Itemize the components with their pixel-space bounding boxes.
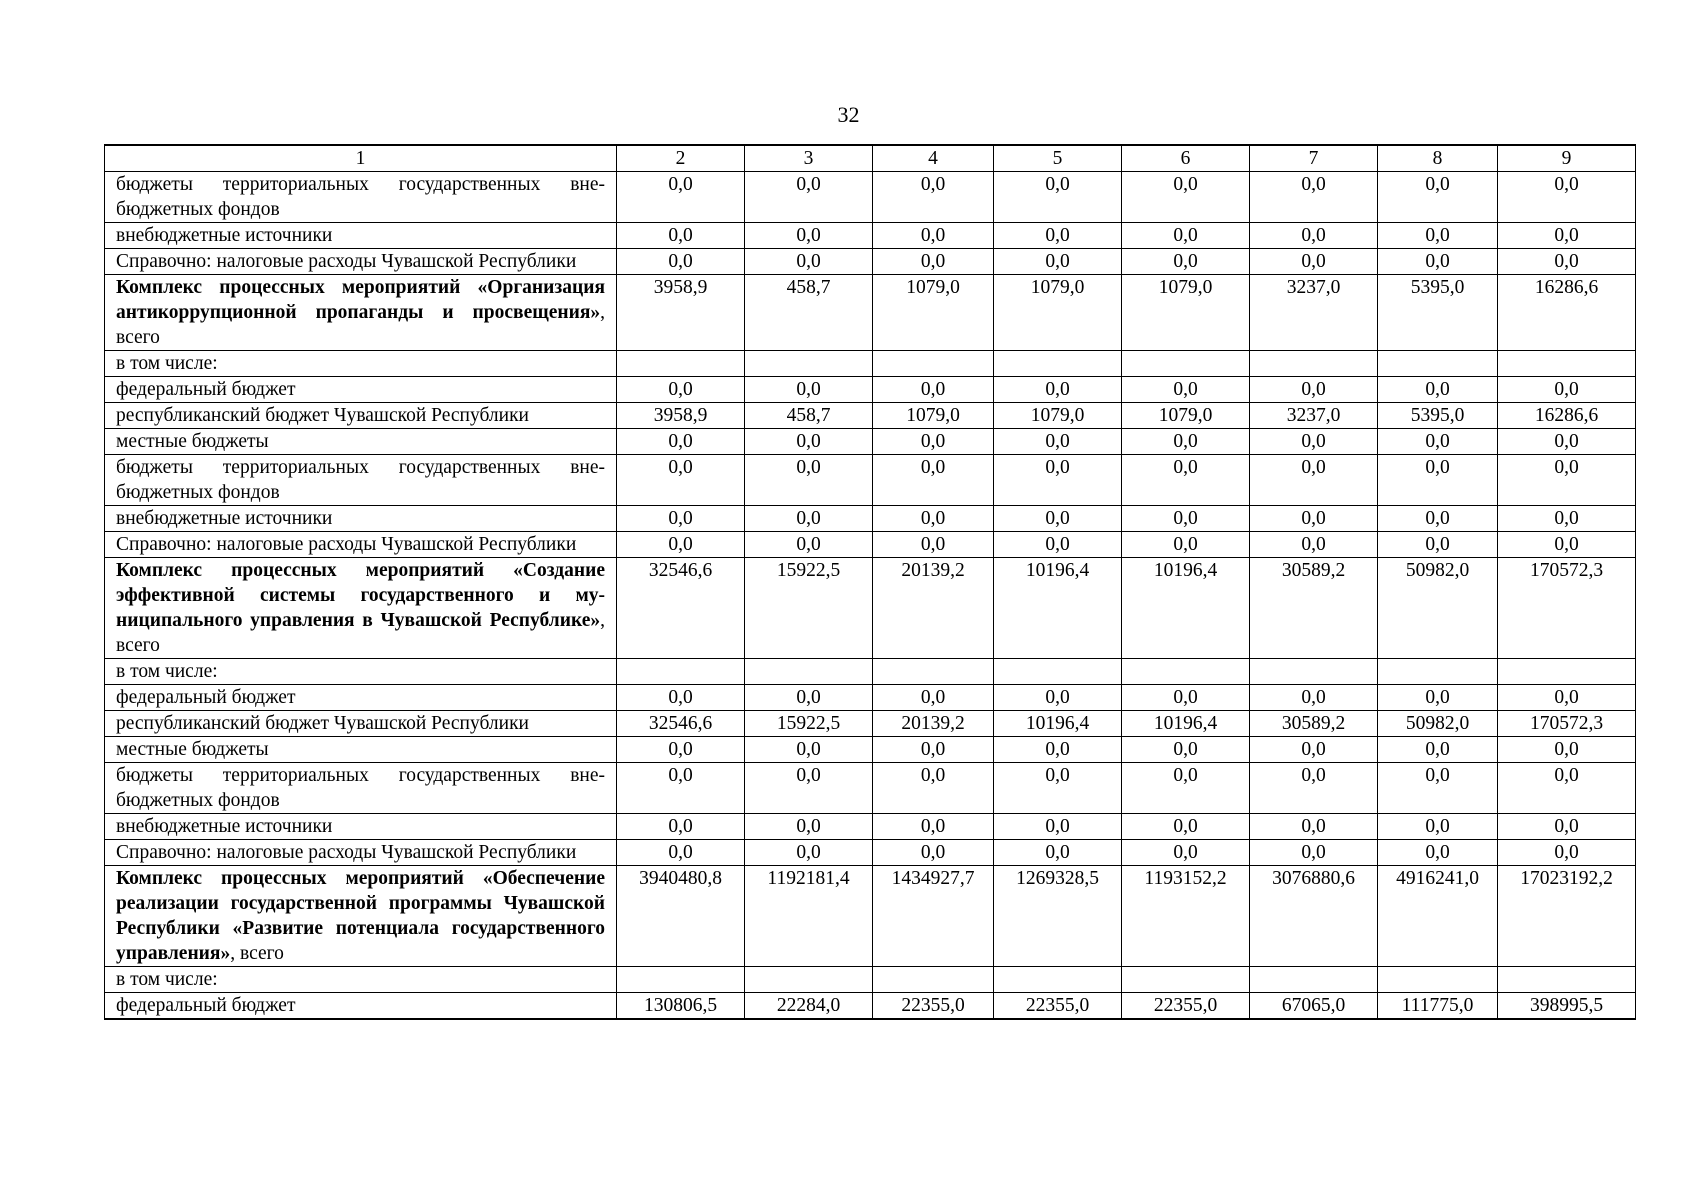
value-cell: 0,0 <box>1250 685 1378 711</box>
value-cell <box>873 659 994 685</box>
value-cell: 0,0 <box>1498 840 1636 866</box>
row-label: местные бюджеты <box>105 429 617 455</box>
value-cell: 67065,0 <box>1250 993 1378 1020</box>
table-row <box>105 351 1636 377</box>
value-cell: 1079,0 <box>873 275 994 351</box>
row-label: в том числе: <box>105 659 617 685</box>
value-cell: 0,0 <box>617 814 745 840</box>
table-row-total <box>105 866 1636 967</box>
value-cell: 10196,4 <box>1122 711 1250 737</box>
value-cell: 1192181,4 <box>745 866 873 967</box>
row-label: внебюджетные источники <box>105 506 617 532</box>
value-cell: 170572,3 <box>1498 711 1636 737</box>
value-cell: 0,0 <box>1498 429 1636 455</box>
column-header: 5 <box>994 145 1122 172</box>
value-cell: 22355,0 <box>873 993 994 1020</box>
value-cell: 50982,0 <box>1378 558 1498 659</box>
value-cell: 0,0 <box>994 532 1122 558</box>
value-cell: 0,0 <box>1122 840 1250 866</box>
value-cell <box>994 351 1122 377</box>
value-cell: 0,0 <box>873 455 994 506</box>
table-row <box>105 685 1636 711</box>
column-header: 9 <box>1498 145 1636 172</box>
value-cell: 0,0 <box>1498 172 1636 223</box>
table-row-total <box>105 275 1636 351</box>
value-cell: 458,7 <box>745 275 873 351</box>
value-cell: 0,0 <box>994 172 1122 223</box>
value-cell <box>617 967 745 993</box>
value-cell: 10196,4 <box>994 558 1122 659</box>
value-cell: 1269328,5 <box>994 866 1122 967</box>
column-header: 1 <box>105 145 617 172</box>
table-row <box>105 737 1636 763</box>
budget-table <box>104 144 1636 1020</box>
value-cell: 0,0 <box>1498 249 1636 275</box>
row-label: федеральный бюджет <box>105 993 617 1020</box>
row-label <box>105 866 617 967</box>
value-cell: 0,0 <box>873 685 994 711</box>
value-cell: 0,0 <box>1378 814 1498 840</box>
value-cell: 22284,0 <box>745 993 873 1020</box>
value-cell: 111775,0 <box>1378 993 1498 1020</box>
value-cell: 0,0 <box>1122 377 1250 403</box>
value-cell: 0,0 <box>1250 532 1378 558</box>
value-cell: 0,0 <box>873 814 994 840</box>
row-label-suffix: , всего <box>230 943 284 964</box>
value-cell: 0,0 <box>873 172 994 223</box>
value-cell: 0,0 <box>1378 172 1498 223</box>
value-cell: 0,0 <box>745 172 873 223</box>
value-cell: 0,0 <box>617 506 745 532</box>
value-cell: 0,0 <box>617 172 745 223</box>
value-cell: 0,0 <box>1250 763 1378 814</box>
row-label-suffix: , всего <box>116 302 605 348</box>
value-cell <box>1122 351 1250 377</box>
value-cell: 0,0 <box>873 223 994 249</box>
row-label: бюджеты территориальных государственных внебюджетных фондов <box>105 172 617 223</box>
value-cell: 0,0 <box>1498 455 1636 506</box>
value-cell: 0,0 <box>617 249 745 275</box>
value-cell: 0,0 <box>745 763 873 814</box>
value-cell: 22355,0 <box>994 993 1122 1020</box>
value-cell: 0,0 <box>1378 455 1498 506</box>
row-label: бюджеты территориальных государственных внебюджетных фондов <box>105 763 617 814</box>
value-cell: 0,0 <box>1378 685 1498 711</box>
value-cell: 3237,0 <box>1250 403 1378 429</box>
table-row <box>105 455 1636 506</box>
value-cell: 0,0 <box>745 814 873 840</box>
value-cell: 3940480,8 <box>617 866 745 967</box>
value-cell <box>617 351 745 377</box>
value-cell <box>873 967 994 993</box>
value-cell: 0,0 <box>1250 737 1378 763</box>
value-cell <box>1122 967 1250 993</box>
row-label: местные бюджеты <box>105 737 617 763</box>
value-cell <box>1498 967 1636 993</box>
row-label: Справочно: налоговые расходы Чувашской Республики <box>105 532 617 558</box>
value-cell: 32546,6 <box>617 558 745 659</box>
column-header: 2 <box>617 145 745 172</box>
value-cell: 0,0 <box>1122 814 1250 840</box>
value-cell: 17023192,2 <box>1498 866 1636 967</box>
value-cell: 0,0 <box>873 840 994 866</box>
value-cell: 3237,0 <box>1250 275 1378 351</box>
table-row <box>105 249 1636 275</box>
table-row <box>105 711 1636 737</box>
value-cell: 0,0 <box>1378 429 1498 455</box>
row-label: бюджеты территориальных государственных внебюджетных фондов <box>105 455 617 506</box>
row-label: внебюджетные источники <box>105 814 617 840</box>
row-label: внебюджетные источники <box>105 223 617 249</box>
value-cell: 0,0 <box>617 532 745 558</box>
value-cell: 0,0 <box>994 506 1122 532</box>
value-cell: 0,0 <box>617 429 745 455</box>
value-cell: 0,0 <box>617 455 745 506</box>
value-cell: 1193152,2 <box>1122 866 1250 967</box>
row-label: в том числе: <box>105 967 617 993</box>
table-row <box>105 377 1636 403</box>
value-cell: 15922,5 <box>745 711 873 737</box>
value-cell: 0,0 <box>1250 249 1378 275</box>
value-cell: 0,0 <box>745 455 873 506</box>
value-cell: 0,0 <box>994 763 1122 814</box>
row-label: федеральный бюджет <box>105 685 617 711</box>
row-label-suffix: , всего <box>116 610 605 656</box>
value-cell: 0,0 <box>994 840 1122 866</box>
value-cell <box>1378 967 1498 993</box>
value-cell: 32546,6 <box>617 711 745 737</box>
table-row <box>105 532 1636 558</box>
value-cell: 0,0 <box>1250 455 1378 506</box>
value-cell: 0,0 <box>1122 506 1250 532</box>
value-cell: 1434927,7 <box>873 866 994 967</box>
table-row-total <box>105 558 1636 659</box>
value-cell <box>873 351 994 377</box>
column-header: 8 <box>1378 145 1498 172</box>
value-cell: 16286,6 <box>1498 275 1636 351</box>
value-cell: 0,0 <box>745 532 873 558</box>
table-row <box>105 172 1636 223</box>
row-label: федеральный бюджет <box>105 377 617 403</box>
row-label-bold: Комплекс процессных мероприятий «Создание эффективной системы государственного и муниципального управления в Чувашской Республике» <box>116 560 605 631</box>
value-cell: 0,0 <box>617 763 745 814</box>
row-label <box>105 275 617 351</box>
value-cell: 0,0 <box>1122 685 1250 711</box>
value-cell: 458,7 <box>745 403 873 429</box>
value-cell: 0,0 <box>873 532 994 558</box>
table-row <box>105 967 1636 993</box>
value-cell: 0,0 <box>994 737 1122 763</box>
value-cell <box>1498 659 1636 685</box>
value-cell <box>1250 967 1378 993</box>
value-cell: 0,0 <box>873 737 994 763</box>
value-cell: 1079,0 <box>1122 403 1250 429</box>
value-cell: 16286,6 <box>1498 403 1636 429</box>
value-cell: 0,0 <box>1250 172 1378 223</box>
value-cell: 0,0 <box>1498 377 1636 403</box>
value-cell: 0,0 <box>617 223 745 249</box>
value-cell: 0,0 <box>745 506 873 532</box>
value-cell: 0,0 <box>1378 506 1498 532</box>
column-header: 4 <box>873 145 994 172</box>
value-cell: 0,0 <box>1122 172 1250 223</box>
table-row <box>105 429 1636 455</box>
value-cell <box>1498 351 1636 377</box>
table-row <box>105 840 1636 866</box>
value-cell: 4916241,0 <box>1378 866 1498 967</box>
value-cell: 0,0 <box>873 763 994 814</box>
table-body <box>105 145 1636 1019</box>
value-cell <box>1250 351 1378 377</box>
value-cell: 0,0 <box>994 223 1122 249</box>
value-cell: 0,0 <box>1378 737 1498 763</box>
value-cell: 0,0 <box>1122 223 1250 249</box>
value-cell: 0,0 <box>1378 763 1498 814</box>
value-cell <box>1378 351 1498 377</box>
value-cell: 0,0 <box>1122 532 1250 558</box>
table-row <box>105 223 1636 249</box>
value-cell: 0,0 <box>1122 763 1250 814</box>
value-cell: 3076880,6 <box>1250 866 1378 967</box>
value-cell: 170572,3 <box>1498 558 1636 659</box>
value-cell: 0,0 <box>1250 377 1378 403</box>
value-cell <box>745 967 873 993</box>
value-cell: 0,0 <box>745 840 873 866</box>
page-number: 32 <box>837 102 860 127</box>
table-row <box>105 814 1636 840</box>
row-label <box>105 558 617 659</box>
value-cell: 0,0 <box>1378 840 1498 866</box>
value-cell: 3958,9 <box>617 275 745 351</box>
value-cell: 0,0 <box>1122 429 1250 455</box>
value-cell: 0,0 <box>1498 737 1636 763</box>
table-row <box>105 403 1636 429</box>
value-cell: 0,0 <box>617 377 745 403</box>
value-cell: 0,0 <box>1498 685 1636 711</box>
column-number-row <box>105 145 1636 172</box>
row-label: республиканский бюджет Чувашской Республики <box>105 403 617 429</box>
value-cell: 0,0 <box>994 377 1122 403</box>
value-cell: 10196,4 <box>1122 558 1250 659</box>
table-row <box>105 659 1636 685</box>
value-cell: 1079,0 <box>994 275 1122 351</box>
value-cell: 0,0 <box>745 429 873 455</box>
value-cell: 0,0 <box>994 455 1122 506</box>
value-cell: 5395,0 <box>1378 403 1498 429</box>
value-cell: 0,0 <box>1498 532 1636 558</box>
table-row <box>105 763 1636 814</box>
value-cell: 130806,5 <box>617 993 745 1020</box>
value-cell: 0,0 <box>745 737 873 763</box>
value-cell: 20139,2 <box>873 711 994 737</box>
value-cell: 0,0 <box>1498 763 1636 814</box>
value-cell <box>1122 659 1250 685</box>
value-cell <box>617 659 745 685</box>
value-cell <box>1378 659 1498 685</box>
value-cell: 0,0 <box>1378 249 1498 275</box>
row-label: республиканский бюджет Чувашской Республики <box>105 711 617 737</box>
value-cell: 0,0 <box>1498 814 1636 840</box>
value-cell: 0,0 <box>745 685 873 711</box>
table-row <box>105 506 1636 532</box>
value-cell: 0,0 <box>1122 455 1250 506</box>
value-cell: 0,0 <box>1250 429 1378 455</box>
value-cell: 0,0 <box>873 249 994 275</box>
value-cell: 0,0 <box>745 377 873 403</box>
value-cell: 0,0 <box>1378 377 1498 403</box>
value-cell: 1079,0 <box>1122 275 1250 351</box>
value-cell: 0,0 <box>873 506 994 532</box>
value-cell: 0,0 <box>994 814 1122 840</box>
value-cell: 5395,0 <box>1378 275 1498 351</box>
value-cell: 0,0 <box>617 737 745 763</box>
value-cell: 398995,5 <box>1498 993 1636 1020</box>
row-label-bold: Комплекс процессных мероприятий «Организация антикоррупционной пропаганды и просвещения» <box>116 277 605 323</box>
value-cell: 0,0 <box>873 377 994 403</box>
value-cell: 0,0 <box>1250 814 1378 840</box>
value-cell: 0,0 <box>1250 223 1378 249</box>
value-cell: 30589,2 <box>1250 558 1378 659</box>
row-label: Справочно: налоговые расходы Чувашской Республики <box>105 249 617 275</box>
value-cell: 0,0 <box>745 249 873 275</box>
value-cell: 22355,0 <box>1122 993 1250 1020</box>
row-label-bold: Комплекс процессных мероприятий «Обеспечение реализации государственной программы Чувашской Республики «Развитие потенциала государственного управления» <box>116 868 605 964</box>
value-cell <box>994 659 1122 685</box>
value-cell: 0,0 <box>1250 840 1378 866</box>
value-cell: 0,0 <box>1122 737 1250 763</box>
value-cell: 0,0 <box>994 249 1122 275</box>
value-cell: 10196,4 <box>994 711 1122 737</box>
value-cell: 0,0 <box>1122 249 1250 275</box>
column-header: 6 <box>1122 145 1250 172</box>
value-cell: 1079,0 <box>994 403 1122 429</box>
value-cell <box>745 351 873 377</box>
column-header: 3 <box>745 145 873 172</box>
value-cell: 0,0 <box>1498 506 1636 532</box>
value-cell: 0,0 <box>1250 506 1378 532</box>
value-cell: 0,0 <box>617 685 745 711</box>
value-cell: 0,0 <box>617 840 745 866</box>
value-cell: 50982,0 <box>1378 711 1498 737</box>
value-cell: 20139,2 <box>873 558 994 659</box>
value-cell: 0,0 <box>1498 223 1636 249</box>
value-cell: 3958,9 <box>617 403 745 429</box>
value-cell: 0,0 <box>1378 223 1498 249</box>
value-cell <box>994 967 1122 993</box>
value-cell: 0,0 <box>1378 532 1498 558</box>
value-cell <box>745 659 873 685</box>
value-cell: 0,0 <box>745 223 873 249</box>
column-header: 7 <box>1250 145 1378 172</box>
value-cell: 1079,0 <box>873 403 994 429</box>
row-label: Справочно: налоговые расходы Чувашской Республики <box>105 840 617 866</box>
value-cell: 0,0 <box>994 685 1122 711</box>
value-cell <box>1250 659 1378 685</box>
value-cell: 15922,5 <box>745 558 873 659</box>
table-row <box>105 993 1636 1020</box>
value-cell: 0,0 <box>873 429 994 455</box>
value-cell: 30589,2 <box>1250 711 1378 737</box>
row-label: в том числе: <box>105 351 617 377</box>
value-cell: 0,0 <box>994 429 1122 455</box>
